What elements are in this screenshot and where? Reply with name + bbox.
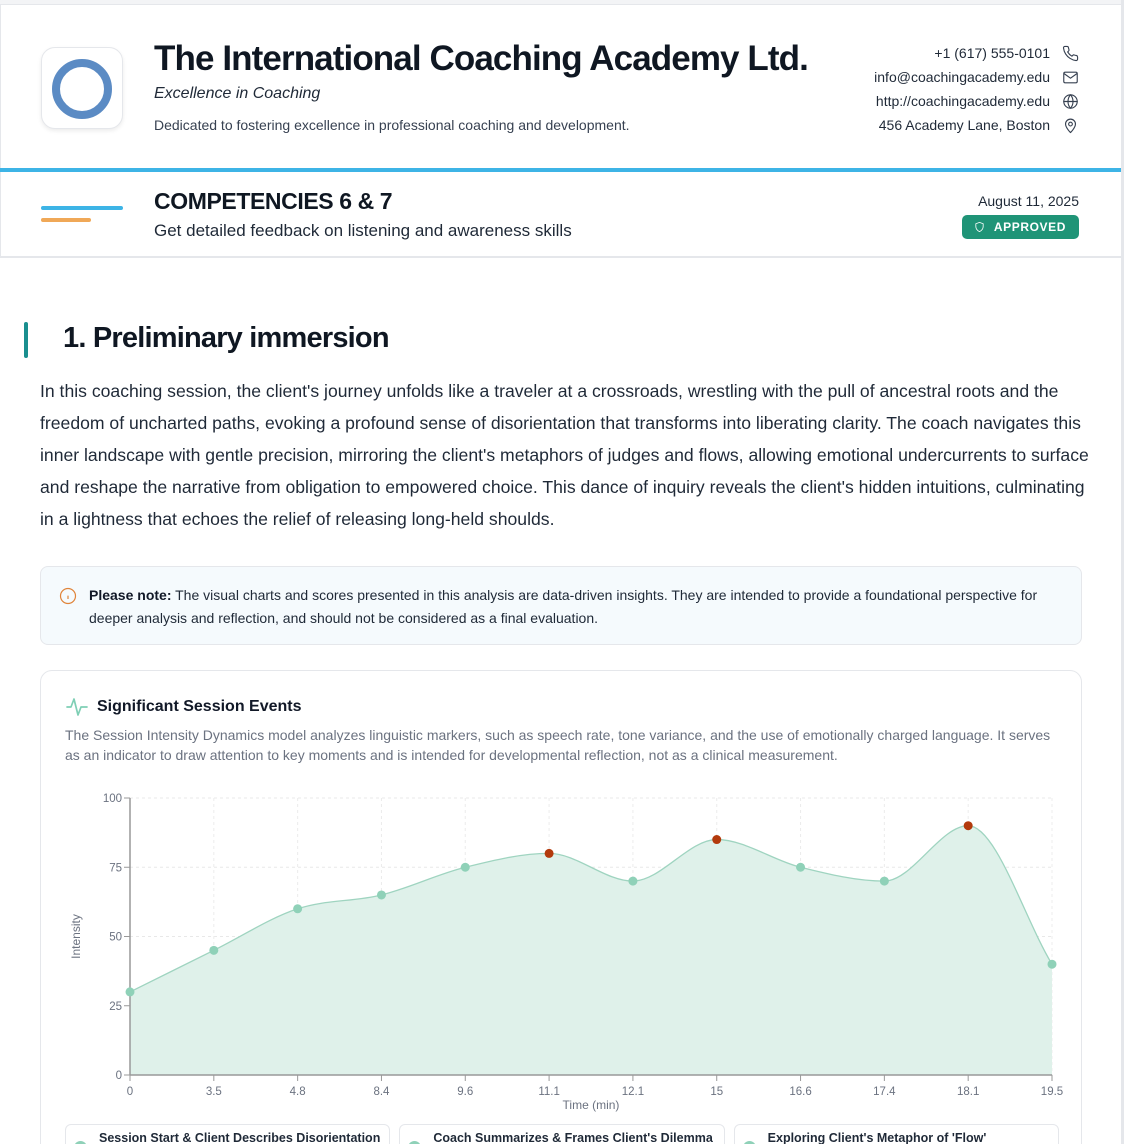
y-tick-label: 0: [115, 1070, 122, 1082]
event-card[interactable]: [399, 1124, 724, 1144]
report-title: COMPETENCIES 6 & 7: [154, 188, 393, 214]
session-events-card: [40, 670, 1082, 1144]
y-tick-label: 25: [109, 1000, 122, 1013]
contact-address-text: 456 Academy Lane, Boston: [878, 117, 1050, 133]
disclaimer-label: Please note:: [89, 587, 172, 603]
shield-icon: [974, 221, 985, 233]
decorative-bar-orange: [41, 218, 91, 222]
y-tick-label: 75: [109, 862, 122, 875]
intensity-area: [130, 826, 1052, 1075]
decorative-bar-blue: [41, 206, 123, 210]
contact-list: [874, 41, 1079, 137]
mail-icon: [1061, 68, 1079, 86]
contact-phone-text: +1 (617) 555-0101: [934, 45, 1050, 61]
letterhead: [0, 5, 1121, 169]
section-marker: [24, 322, 28, 358]
y-axis-title: Intensity: [69, 914, 83, 959]
x-tick-label: 16.6: [789, 1086, 812, 1098]
x-tick-label: 18.1: [956, 1086, 980, 1098]
status-badge-label: APPROVED: [993, 220, 1066, 234]
contact-website-text: http://coachingacademy.edu: [875, 93, 1050, 109]
x-tick-label: 12.1: [621, 1086, 645, 1098]
highlight-point: [964, 821, 973, 830]
event-title: Exploring Client's Metaphor of 'Flow': [767, 1131, 987, 1144]
data-point: [880, 877, 889, 886]
contact-email-text: info@coachingacademy.edu: [874, 69, 1050, 85]
logo: [41, 47, 123, 129]
event-list: [65, 1124, 1059, 1144]
contact-website[interactable]: [874, 89, 1079, 113]
x-tick-label: 8.4: [373, 1086, 390, 1098]
highlight-point: [545, 849, 554, 858]
y-tick-label: 100: [102, 793, 122, 805]
x-tick-label: 11.1: [538, 1086, 560, 1098]
x-tick-label: 15: [710, 1086, 724, 1098]
chart-title: Significant Session Events: [97, 698, 302, 715]
organization-tagline: Excellence in Coaching: [154, 85, 321, 102]
x-tick-label: 19.5: [1040, 1086, 1064, 1098]
event-card[interactable]: [65, 1124, 390, 1144]
disclaimer-body: The visual charts and scores presented in this analysis are data-driven insights. They are intended to provide a foundational perspective for deeper analysis and reflection, and should not be considered as a final evaluation.: [89, 587, 1038, 626]
data-point: [628, 877, 637, 886]
data-point: [461, 863, 470, 872]
x-axis-title: Time (min): [562, 1098, 620, 1112]
x-tick-label: 17.4: [873, 1086, 896, 1098]
map-pin-icon: [1061, 116, 1079, 134]
x-tick-label: 9.6: [457, 1086, 474, 1098]
phone-icon: [1061, 44, 1079, 62]
data-point: [377, 890, 386, 899]
disclaimer-note: [40, 566, 1082, 645]
section-title: 1. Preliminary immersion: [63, 322, 389, 354]
status-badge: [962, 215, 1079, 239]
highlight-point: [712, 835, 721, 844]
event-title: Coach Summarizes & Frames Client's Dilemma: [433, 1131, 713, 1144]
intensity-chart: [41, 671, 1081, 1121]
y-tick-label: 50: [109, 931, 122, 944]
section-paragraph: In this coaching session, the client's journey unfolds like a traveler at a crossroads, wrestling with the pull of ancestral roots and the freedom of uncharted paths, evoking a profound sense of disorientation that transforms into liberating clarity. The coach navigates this inner landscape with gentle precision, mirroring the client's metaphors of judges and flows, allowing emotional undercurrents to surface and reshape the narrative from obligation to empowered choice. This dance of inquiry reveals the client's hidden intuitions, culminating in a lightness that echoes the relief of releasing long-held shoulds.: [40, 381, 1089, 529]
x-tick-label: 3.5: [205, 1086, 222, 1098]
contact-address[interactable]: [874, 113, 1079, 137]
organization-name: The International Coaching Academy Ltd.: [154, 39, 808, 78]
x-tick-label: 4.8: [289, 1086, 306, 1098]
disclaimer-text: [89, 584, 1064, 630]
data-point: [293, 904, 302, 913]
data-point: [209, 946, 218, 955]
info-icon: [59, 587, 77, 605]
report-banner: [0, 172, 1121, 258]
data-point: [126, 987, 135, 996]
report-subtitle: Get detailed feedback on listening and awareness skills: [154, 221, 572, 240]
organization-description: Dedicated to fostering excellence in professional coaching and development.: [154, 117, 630, 133]
report-date: August 11, 2025: [978, 193, 1079, 209]
chart-description: The Session Intensity Dynamics model analyzes linguistic markers, such as speech rate, tone variance, and the use of emotionally charged language. It serves as an indicator to draw attention to key moments and is intended for developmental reflection, not as a clinical measurement.: [65, 727, 1051, 763]
logo-ring-icon: [52, 59, 112, 119]
contact-email[interactable]: [874, 65, 1079, 89]
x-tick-label: 0: [126, 1086, 134, 1098]
globe-icon: [1061, 92, 1079, 110]
event-title: Session Start & Client Describes Disorientation: [99, 1131, 381, 1144]
data-point: [796, 863, 805, 872]
event-card[interactable]: [734, 1124, 1059, 1144]
contact-phone[interactable]: [874, 41, 1079, 65]
data-point: [1048, 960, 1057, 969]
